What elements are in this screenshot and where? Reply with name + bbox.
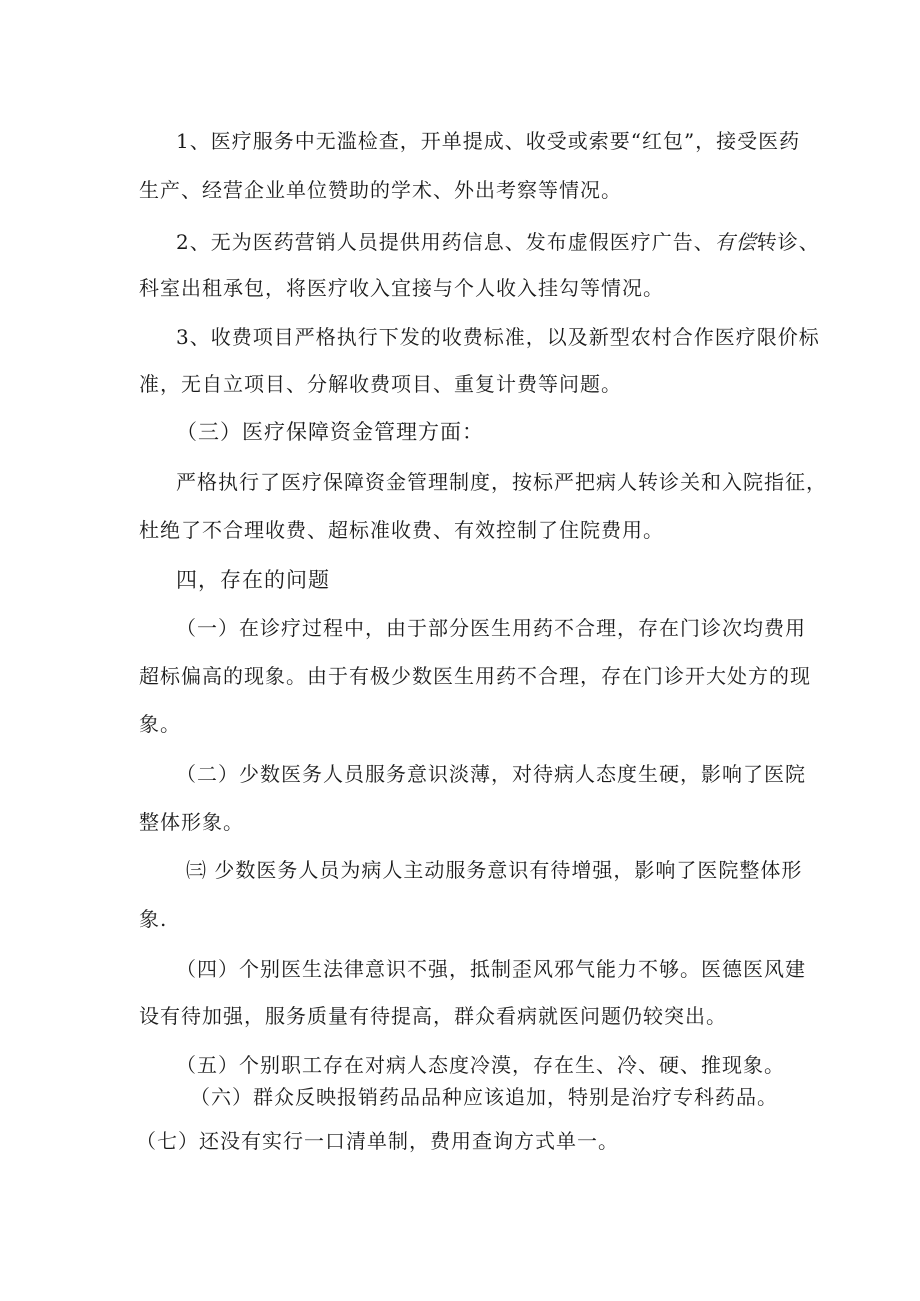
- item-3-line-2: 准，无自立项目、分解收费项目、重复计费等问题。: [139, 372, 622, 396]
- problem-3-line-2: 象.: [139, 907, 168, 931]
- problem-5-line-1: （五）个别职工存在对病人态度冷漠，存在生、冷、硬、推现象。: [176, 1053, 785, 1077]
- problem-4-line-2: 设有待加强，服务质量有待提高，群众看病就医问题仍较突出。: [139, 1004, 727, 1028]
- item-3-line-1: 3、收费项目严格执行下发的收费标准，以及新型农村合作医疗限价标: [176, 325, 820, 349]
- item-2-line-1-part-b: 有偿: [714, 230, 757, 254]
- problem-2-line-2: 整体形象。: [139, 810, 244, 834]
- section-3-body-line-2: 杜绝了不合理收费、超标准收费、有效控制了住院费用。: [139, 518, 664, 542]
- item-2-line-1-part-c: 转诊、: [756, 230, 820, 254]
- section-3-heading: （三）医疗保障资金管理方面：: [176, 420, 484, 444]
- section-3-body-line-1: 严格执行了医疗保障资金管理制度，按标严把病人转诊关和入院指征，: [176, 470, 827, 494]
- section-4-heading: 四，存在的问题: [176, 568, 330, 592]
- problem-1-line-3: 象。: [139, 712, 181, 736]
- item-2-line-1-part-a: 2、无为医药营销人员提供用药信息、发布虚假医疗广告、: [176, 230, 715, 254]
- problem-1-line-1: （一）在诊疗过程中，由于部分医生用药不合理，存在门诊次均费用: [176, 616, 806, 640]
- problem-1-line-2: 超标偏高的现象。由于有极少数医生用药不合理，存在门诊开大处方的现: [139, 664, 811, 688]
- item-1-line-2: 生产、经营企业单位赞助的学术、外出考察等情况。: [139, 178, 622, 202]
- problem-3-line-1: ㈢ 少数医务人员为病人主动服务意识有待增强，影响了医院整体形: [186, 858, 803, 882]
- problem-2-line-1: （二）少数医务人员服务意识淡薄，对待病人态度生硬，影响了医院: [176, 762, 806, 786]
- problem-7-line-1: （七）还没有实行一口清单制，费用查询方式单一。: [136, 1129, 619, 1153]
- problem-4-line-1: （四）个别医生法律意识不强，抵制歪风邪气能力不够。医德医风建: [176, 957, 806, 981]
- problem-6-line-1: （六）群众反映报销药品品种应该追加，特别是治疗专科药品。: [190, 1085, 778, 1109]
- item-1-line-1: 1、医疗服务中无滥检查，开单提成、收受或索要“红包”，接受医药: [176, 129, 801, 153]
- item-2-line-2: 科室出租承包，将医疗收入宜接与个人收入挂勾等情况。: [139, 276, 664, 300]
- item-2-line-1: [176, 228, 820, 256]
